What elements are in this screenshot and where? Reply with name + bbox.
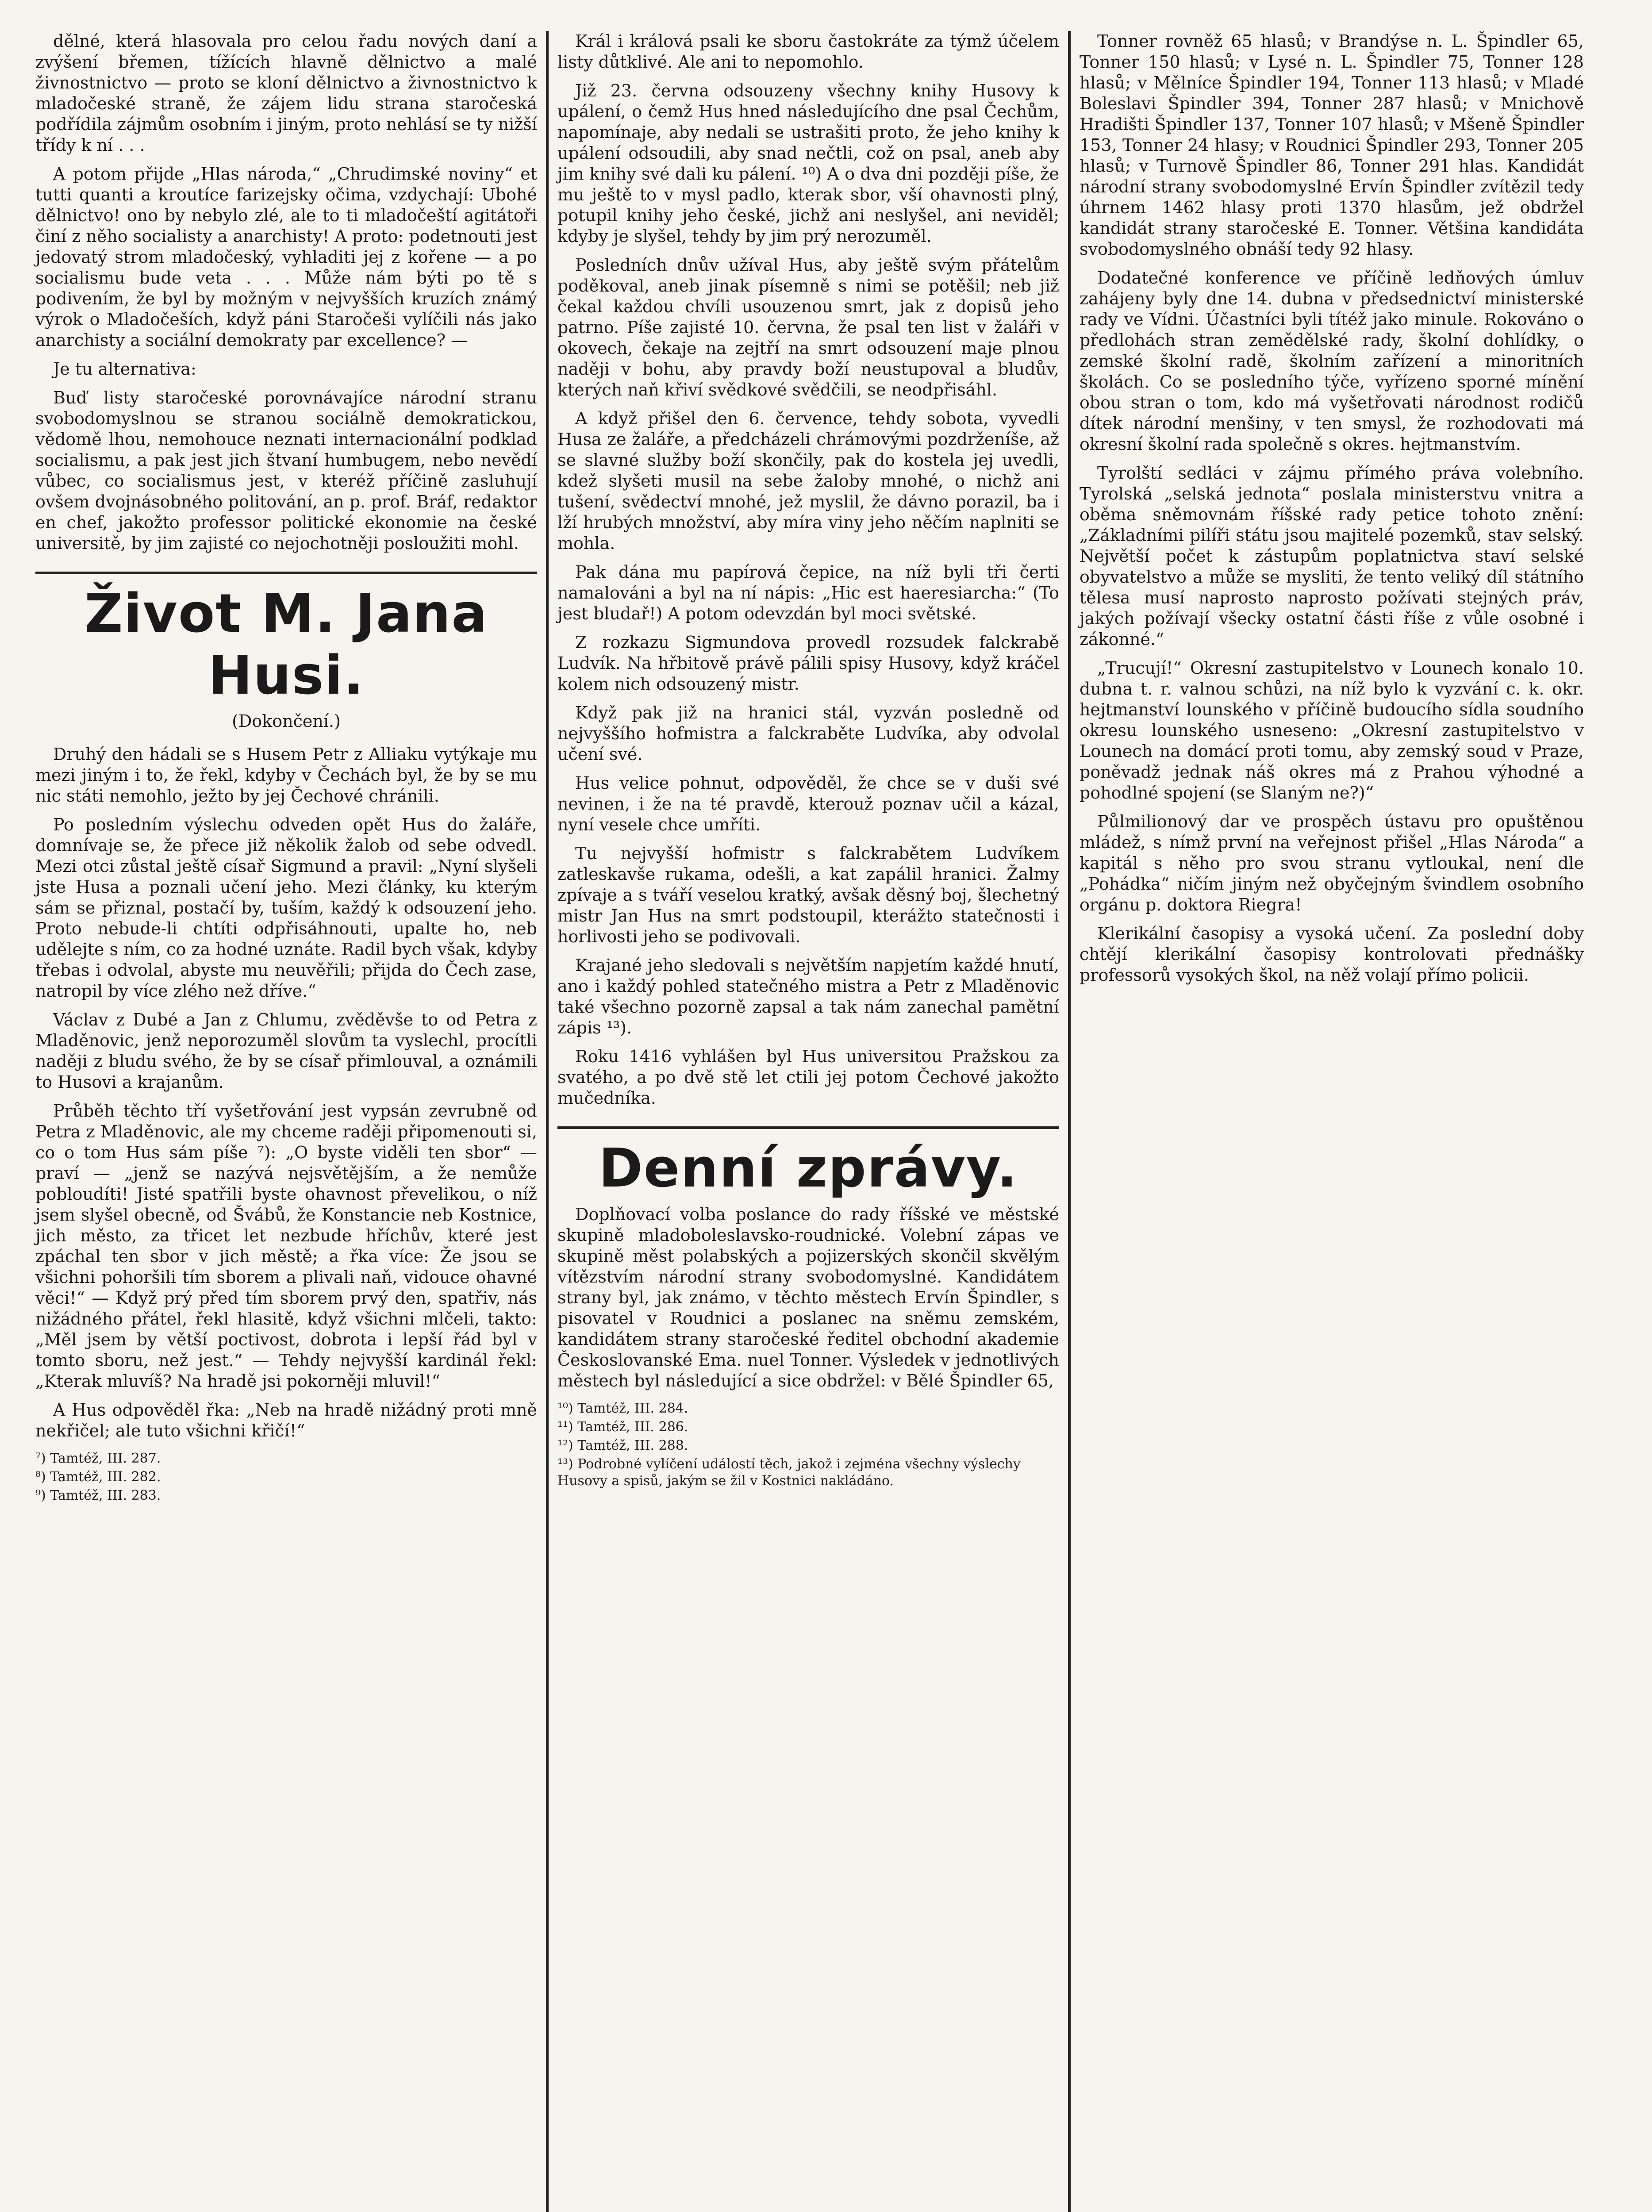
article-headline: Život M. Jana Husi. [35, 572, 537, 707]
paragraph: Z rozkazu Sigmundova provedl rozsudek falckrabě Ludvík. Na hřbitově právě pálili spisy Husovy, když kráčel kolem nich odsouzený mistr. [557, 633, 1059, 694]
paragraph: Václav z Dubé a Jan z Chlumu, zvěděvše to od Petra z Mladěnovic, jenž neporozuměl slovům ta vyslechl, procítli naději z bludu svého, že by se císař přimlouval, a oznámili to Husovi a krajanům. [35, 1010, 537, 1092]
column-1 [27, 31, 549, 2212]
paragraph: Je tu alternativa: [53, 359, 196, 379]
footnote: ⁷) Tamtéž, III. 287. [35, 1451, 161, 1466]
footnote: ⁹) Tamtéž, III. 283. [35, 1488, 161, 1503]
paragraph: Doplňovací volba poslance do rady říšské ve městské skupině mladoboleslavsko-roudnické. Volební zápas ve skupině měst polabských a pojizerských skončil skvělým vítězstvím národní strany svobodomyslné. Kandidátem strany byl, jak známo, v těchto městech Ervín Špindler, s pisovatel v Roudnici a poslanec na sněmu zemském, kandidátem strany staročeské ředitel obchodní akademie Českoslovanské Ema. nuel Tonner. Výsledek v jednotlivých městech byl následující a sice obdržel: v Bělé Špindler 65, [557, 1205, 1059, 1390]
paragraph: Buď listy staročeské porovnávajíce národní stranu svobodomyslnou se stranou sociálně demokratickou, vědomě lhou, nemohouce neznati internacionální podklad socialismu, a pak jest jich štvaní humbugem, nebo nevědí vůbec, co socialismus jest, v kteréž příčině zasluhují ovšem dvojnásobného politování, an p. prof. Bráf, redaktor en chef, jakožto professor politické ekonomie na české universitě, by jim zajisté co nejochotněji posloužiti mohl. [35, 388, 537, 553]
footnotes [35, 1450, 537, 1504]
footnote: ¹²) Tamtéž, III. 288. [557, 1438, 688, 1453]
footnote: ¹³) Podrobné vylíčení událostí těch, jakož i zejména všechny výslechy Husovy a spisů, jakým se žil v Kostnici nakládáno. [557, 1456, 1021, 1489]
paragraph: Pak dána mu papírová čepice, na níž byli tři čerti namalováni a byl na ní nápis: „Hic est haeresiarcha:“ (To jest bludař!) A potom odevzdán byl moci světské. [557, 562, 1059, 623]
newspaper-page [27, 31, 1625, 2212]
paragraph: A když přišel den 6. července, tehdy sobota, vyvedli Husa ze žaláře, a předcházeli chrámovými pozdrženíše, až se slavné služby boží skončily, pak do kostela jej uvedli, kdež slyšeti musil na sebe žaloby mnohé, o nichž ani tušení, svědectví mnohé, jež myslil, že dávno porazil, ba i lží hrubých množství, aby míra viny jeho něčím naplniti se mohla. [557, 409, 1059, 553]
paragraph: Dodatečné konference ve příčině ledňových úmluv zahájeny byly dne 14. dubna v předsednictví ministerské rady ve Vídni. Účastníci byli títéž jako minule. Rokováno o předlohách stran zemědělské rady, školní dohlídky, o zemské školní radě, školním zařízení a minoritních školách. Co se posledního týče, vyřízeno sporné mínění obou stran o tom, kdo má vyšetřovati národnost rodičů dítek národní menšiny, v ten smysl, že rozhodovati má okresní školní rada společně s okres. hejtmanstvím. [1080, 268, 1584, 454]
paragraph: Po posledním výslechu odveden opět Hus do žaláře, domnívaje se, že přece již několik žalob od sebe odvedl. Mezi otci zůstal ještě císař Sigmund a pravil: „Nyní slyšeli jste Husa a poznali učení jeho. Mezi články, ku kterým sám se přiznal, postačí by, tuším, každý k odsouzení jeho. Proto nebude-li chtíti odpřisáhnouti, upalte ho, neb udělejte s ním, co za hodné uznáte. Radil bych však, kdyby třebas i odvolal, abyste mu neuvěřili; přijda do Čech zase, natropil by více zlého než dříve.“ [35, 815, 537, 1001]
paragraph: Posledních dnův užíval Hus, aby ještě svým přátelům poděkoval, aneb jinak písemně s nimi se potěšil; neb již čekal každou chvíli usouzenou smrt, jak z dopisů jeho patrno. Píše zajisté 10. června, že psal ten list v žaláři v okovech, čekaje na zejtří na smrt odsouzení maje plnou naději v bohu, aby pravdy boží neustupoval a bludův, kterých naň křiví svědkové svědčili, se neodpřisáhl. [557, 255, 1059, 399]
paragraph: A Hus odpověděl řka: „Neb na hradě nižádný proti mně nekřičel; ale tuto všichni křičí!“ [35, 1400, 537, 1440]
paragraph: Když pak již na hranici stál, vyzván posledně od nejvyššího hofmistra a falckraběte Ludvíka, aby odvolal učení své. [557, 703, 1059, 764]
paragraph: Průběh těchto tří vyšetřování jest vypsán zevrubně od Petra z Mladěnovic, ale my chceme raději připomenouti si, co o tom Hus sám píše ⁷): „O byste viděli ten sbor“ — praví — „jenž se nazývá nejsvětějším, a že nemůže pobloudíti! Jisté spatřili byste ohavnost převelikou, o níž jsem slyšel obecně, od Švábů, že Konstancie neb Kostnice, jich město, za třicet let nezbude hříchův, které jest zpáchal ten sbor v jich městě; a řka více: Že jsou se všichni pohoršili tím sborem a plivali naň, vidouce ohavné věci!“ — Když prý před tím sborem prvý den, spatřiv, nás nižádného přátel, řekl hlasitě, když všichni mlčeli, takto: „Měl jsem by větší poctivost, dobrota i lepší řád byl v tomto sboru, než jest.“ — Tehdy nejvyšší kardinál řekl: „Kterak mluvíš? Na hradě jsi pokorněji mluvil!“ [35, 1101, 537, 1391]
paragraph: Tu nejvyšší hofmistr s falckrabětem Ludvíkem zatleskavše rukama, odešli, a kat zapálil hranici. Žalmy zpívaje a s tváří veselou kratký, avšak děsný boj, šlechetný mistr Jan Hus na smrt podstoupil, kterážto statečnosti i horlivosti jeho se podivovali. [557, 844, 1059, 946]
footnote: ¹¹) Tamtéž, III. 286. [557, 1419, 688, 1435]
footnote: ⁸) Tamtéž, III. 282. [35, 1469, 161, 1485]
paragraph: Tyrolští sedláci v zájmu přímého práva volebního. Tyrolská „selská jednota“ poslala ministerstvu vnitra a oběma sněmovnám říšské rady petice tohoto znění: „Základními pilíři státu jsou majitelé pozemků, stav selský. Největší počet k zástupům poplatnictva staví selské obyvatelstvo a může se mysliti, že tento veliký díl státního tělesa musí naprosto naprosto požívati stejných práv, jakých požívají všecky ostatní části říše z vůle osobné i zákonné.“ [1080, 463, 1584, 649]
paragraph: Již 23. června odsouzeny všechny knihy Husovy k upálení, o čemž Hus hned následujícího dne psal Čechům, napomínaje, aby nedali se ustrašiti proto, že jeho knihy k upálení odsoudili, aby snad nečtli, což on psal, aneb aby jim knihy své dali ku pálení. ¹⁰) A o dva dni později píše, že mu ještě to v mysl padlo, kterak sbor, vší ohavnosti plný, potupil knihy jeho české, jichž ani neslyšel, ani neviděl; kdyby je slyšel, tehdy by jim prý nerozuměl. [557, 81, 1059, 246]
paragraph: Roku 1416 vyhlášen byl Hus universitou Pražskou za svatého, a po dvě stě let ctili jej potom Čechové jakožto mučedníka. [557, 1047, 1059, 1108]
section-headline: Denní zprávy. [557, 1126, 1059, 1200]
paragraph: Klerikální časopisy a vysoká učení. Za poslední doby chtějí klerikální časopisy kontrolovati přednášky professorů vysokých škol, na něž volají přímo policii. [1080, 924, 1584, 985]
paragraph: Druhý den hádali se s Husem Petr z Alliaku vytýkaje mu mezi jiným i to, že řekl, kdyby v Čechách byl, že by se mu nic státi nemohlo, ježto by jej Čechové chránili. [35, 745, 537, 806]
paragraph: Tonner rovněž 65 hlasů; v Brandýse n. L. Špindler 65, Tonner 150 hlasů; v Lysé n. L. Špindler 75, Tonner 128 hlasů; v Mělníce Špindler 194, Tonner 113 hlasů; v Mladé Boleslavi Špindler 394, Tonner 287 hlasů; v Mnichově Hradišti Špindler 137, Tonner 107 hlasů; v Mšeně Špindler 153, Tonner 24 hlasy; v Roudnici Špindler 293, Tonner 205 hlasů; v Turnově Špindler 86, Tonner 291 hlas. Kandidát národní strany svobodomyslné Ervín Špindler zvítězil tedy úhrnem 1462 hlasy proti 1370 hlasům, jež obdržel kandidát strany staročeské E. Tonner. Většina kandidáta svobodomyslného obnáší tedy 92 hlasy. [1080, 31, 1584, 259]
footnote: ¹⁰) Tamtéž, III. 284. [557, 1401, 688, 1416]
paragraph: Krajané jeho sledovali s největším napjetím každé hnutí, ano i každý pohled statečného mistra a Petr z Mladěnovic také všechno pozorně zapsal a tak nám zanechal pamětní zápis ¹³). [557, 956, 1059, 1037]
paragraph: „Trucují!“ Okresní zastupitelstvo v Lounech konalo 10. dubna t. r. valnou schůzi, na níž bylo k vyzvání c. k. okr. hejtmanství lounského v příčině budoucího sídla soudního okresu lounského usneseno: „Okresní zastupitelstvo v Lounech na domácí proti tomu, aby zemský soud v Praze, poněvadž jednak náš okres má z Prahou výhodné a pohodlné spojení (se Slaným ne?)“ [1080, 658, 1584, 803]
footnotes [557, 1400, 1059, 1490]
article-subhead: (Dokončení.) [232, 711, 341, 731]
paragraph: Hus velice pohnut, odpověděl, že chce se v duši své nevinen, i že na té pravdě, kterouž poznav učil a kázal, nyní vesele chce umříti. [557, 773, 1059, 834]
paragraph: Král i králová psali ke sboru častokráte za týmž účelem listy důtklivé. Ale ani to nepomohlo. [557, 31, 1059, 72]
paragraph: Půlmilionový dar ve prospěch ústavu pro opuštěnou mládež, s nímž první na veřejnost přišel „Hlas Národa“ a kapitál s něho pro svou stranu vytloukal, není dle „Pohádka“ ničím jiným než obyčejným švindlem osobního orgánu p. doktora Riegra! [1080, 812, 1584, 914]
paragraph: A potom přijde „Hlas národa,“ „Chrudimské noviny“ et tutti quanti a kroutíce farizejsky očima, vzdychají: Ubohé dělnictvo! ono by nebylo zlé, ale to ti mladočeští agitátoři činí z něho socialisty a anarchisty! A proto: podetnouti jest jedovatý strom mladočeský, vyhladiti jej z kořene — a po socialismu bude veta . . . Může nám býti po tě s podivením, že byl by možným v nejvyšších kruzích známý výrok o Mladočeších, když páni Staročeši vylíčili nás jako anarchisty a sociální demokraty par excellence? — [35, 164, 537, 350]
column-2 [549, 31, 1071, 2212]
column-3 [1071, 31, 1593, 2212]
paragraph: dělné, která hlasovala pro celou řadu nových daní a zvýšení břemen, tížících hlavně dělnictvo a malé živnostnictvo — proto se kloní dělnictvo a živnostnictvo k mladočeské straně, že zájem lidu strana staročeská podřídila zájmům osobním i jiným, proto nehlásí se ty nižší třídy k ní . . . [35, 31, 537, 155]
